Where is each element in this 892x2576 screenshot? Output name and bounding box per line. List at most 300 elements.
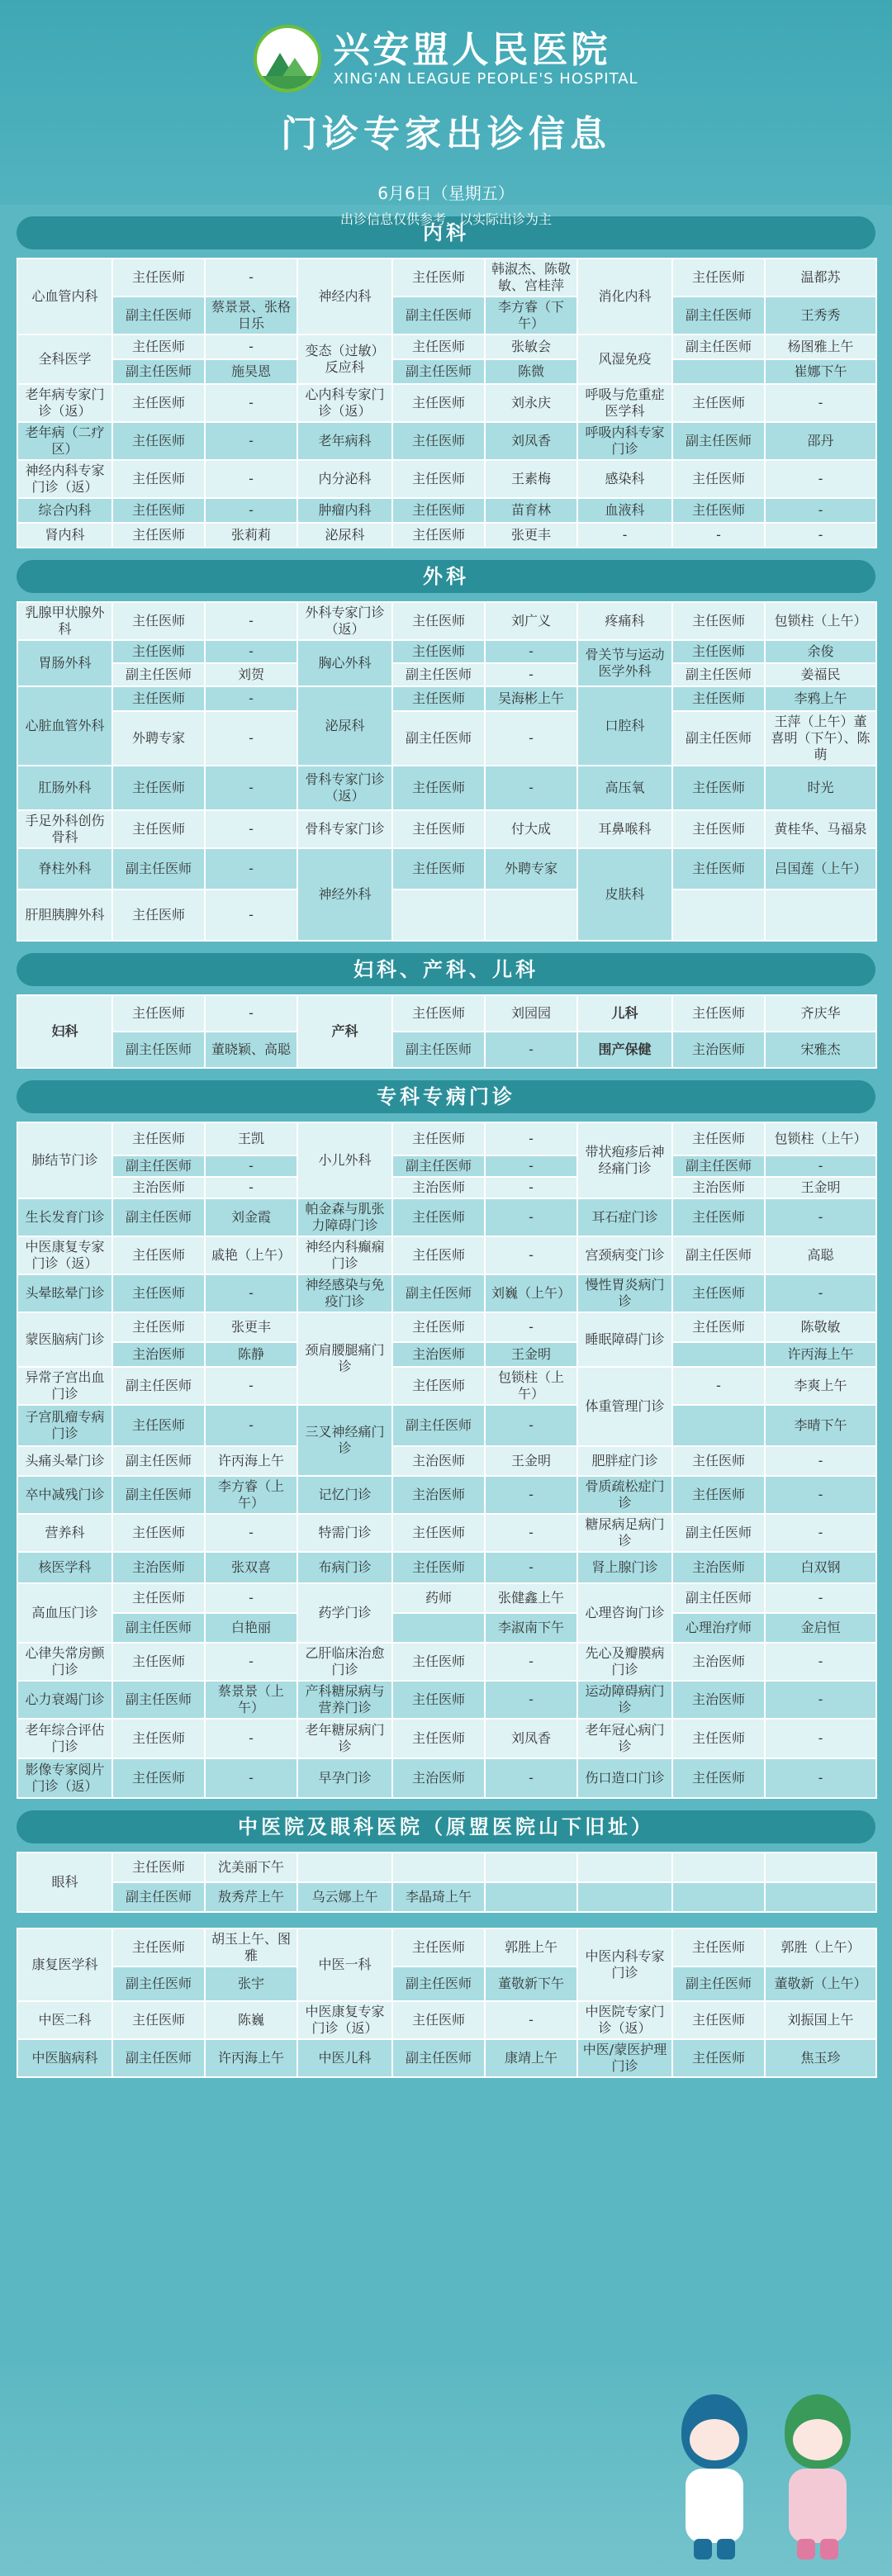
table-row [17,259,876,297]
title-cell: - [672,523,765,548]
table-row [17,1274,876,1312]
title-cell: 副主任医师 [672,297,765,334]
doctor-cell: 包锁柱（上午） [485,1367,577,1405]
title-cell: 主任医师 [392,995,485,1032]
title-cell: 副主任医师 [112,1198,205,1236]
doctor-cell: - [485,1312,577,1342]
doctor-cell: - [485,711,577,766]
title-cell: 副主任医师 [672,663,765,686]
department-cell: 中医康复专家门诊（返） [17,1236,112,1274]
title-cell: 主任医师 [392,1719,485,1758]
doctor-cell: - [205,384,297,422]
title-cell: 主任医师 [672,1446,765,1476]
title-cell: 副主任医师 [392,1405,485,1446]
doctor-cell: - [205,460,297,498]
doctor-cell: 吕国莲（上午） [765,848,876,890]
department-cell: 肺结节门诊 [17,1122,112,1198]
title-cell: 主任医师 [112,1312,205,1342]
title-cell: 主任医师 [392,1514,485,1552]
title-cell: 主任医师 [112,890,205,941]
title-cell: 主任医师 [392,1643,485,1681]
doctor-cell: 姜福民 [765,663,876,686]
doctor-cell: - [765,498,876,523]
department-cell [297,1853,392,1882]
department-cell: 心律失常房颤门诊 [17,1643,112,1681]
department-cell: 神经内科癫痫门诊 [297,1236,392,1274]
title-cell: 副主任医师 [392,1032,485,1068]
title-cell: 主任医师 [672,498,765,523]
mascot-doctor-image [669,2394,760,2559]
table-row [17,1966,876,2001]
department-cell: 心内科专家门诊（返） [297,384,392,422]
department-cell: 耳鼻喉科 [577,810,672,848]
title-cell: 副主任医师 [392,1966,485,2001]
title-cell [672,1853,765,1882]
title-cell: 主任医师 [112,422,205,460]
section-zhongyi [17,1810,875,2078]
doctor-cell: 李方睿（下午） [485,297,577,334]
department-cell: 早孕门诊 [297,1758,392,1798]
zhongyi-table [17,1928,877,2078]
department-cell: 中医/蒙医护理门诊 [577,2039,672,2077]
table-row [17,1312,876,1342]
department-cell: 乌云娜上午 [297,1882,392,1912]
neike-table [17,258,877,548]
doctor-cell: 焦玉珍 [765,2039,876,2077]
table-row [17,1155,876,1177]
title-cell: 主任医师 [672,766,765,810]
title-cell: 主任医师 [672,1198,765,1236]
title-cell: 主任医师 [672,1274,765,1312]
doctor-cell: - [485,1405,577,1446]
doctor-cell: 金启恒 [765,1613,876,1643]
title-cell: 副主任医师 [112,663,205,686]
department-cell: 心理咨询门诊 [577,1583,672,1643]
title-cell: 副主任医师 [112,297,205,334]
table-row [17,711,876,766]
department-cell: 疼痛科 [577,602,672,640]
department-cell: 外科专家门诊（返） [297,602,392,640]
department-cell: 中医二科 [17,2001,112,2039]
department-cell [577,1853,672,1882]
title-cell: 主任医师 [392,384,485,422]
department-cell: 血液科 [577,498,672,523]
waike-table [17,601,877,942]
title-cell: 主治医师 [672,1177,765,1198]
table-row [17,1758,876,1798]
title-cell: 主任医师 [392,1681,485,1719]
doctor-cell: - [205,890,297,941]
department-cell: 肾上腺门诊 [577,1552,672,1583]
doctor-cell: 戚艳（上午） [205,1236,297,1274]
table-row [17,2039,876,2077]
doctor-cell: - [765,1758,876,1798]
title-cell: 副主任医师 [112,359,205,384]
table-row [17,1719,876,1758]
title-cell: 主任医师 [392,460,485,498]
doctor-cell: - [205,848,297,890]
doctor-cell: 温都苏 [765,259,876,297]
title-cell: 副主任医师 [392,663,485,686]
title-cell: 主任医师 [672,602,765,640]
doctor-cell: 刘广义 [485,602,577,640]
department-cell: 儿科 [577,995,672,1032]
section-title-fuer: 妇科、产科、儿科 [17,953,875,986]
department-cell: 老年病（二疗区） [17,422,112,460]
doctor-cell: 施昊恩 [205,359,297,384]
table-row [17,297,876,334]
title-cell: 主任医师 [112,810,205,848]
title-cell: 主任医师 [392,1928,485,1966]
title-cell: 副主任医师 [112,848,205,890]
doctor-cell: - [205,711,297,766]
title-cell: 主任医师 [112,523,205,548]
department-cell: 老年病科 [297,422,392,460]
title-cell: 主治医师 [392,1342,485,1367]
title-cell: 副主任医师 [392,2039,485,2077]
table-row [17,890,876,941]
title-cell [672,1342,765,1367]
doctor-cell: 王金明 [765,1177,876,1198]
department-cell: 神经外科 [297,848,392,941]
department-cell: 高血压门诊 [17,1583,112,1643]
title-cell: 主任医师 [672,995,765,1032]
doctor-cell: 刘振国上午 [765,2001,876,2039]
title-cell: 主任医师 [672,259,765,297]
hospital-name-en: XING'AN LEAGUE PEOPLE'S HOSPITAL [333,69,638,88]
doctor-cell: 王素梅 [485,460,577,498]
title-cell: 副主任医师 [392,711,485,766]
title-cell: 主任医师 [672,640,765,663]
doctor-cell: 敖秀芹上午 [205,1882,297,1912]
doctor-cell: - [485,1236,577,1274]
department-cell: 乙肝临床治愈门诊 [297,1643,392,1681]
title-cell: 主任医师 [392,422,485,460]
doctor-cell: - [485,1122,577,1155]
title-cell: 副主任医师 [672,334,765,359]
doctor-cell: 张敏会 [485,334,577,359]
doctor-cell: - [765,523,876,548]
doctor-cell [765,1853,876,1882]
doctor-cell: 董敬新下午 [485,1966,577,2001]
doctor-cell: - [205,640,297,663]
department-cell: 产科糖尿病与营养门诊 [297,1681,392,1719]
title-cell: 副主任医师 [112,1476,205,1514]
doctor-cell: - [205,1583,297,1613]
doctor-cell: 刘凤香 [485,1719,577,1758]
department-cell: 变态（过敏）反应科 [297,334,392,384]
title-cell [392,1613,485,1643]
title-cell: 主任医师 [112,1719,205,1758]
table-row [17,1583,876,1613]
department-cell: 肾内科 [17,523,112,548]
title-cell: 主任医师 [112,1514,205,1552]
doctor-cell: - [485,1552,577,1583]
table-row [17,1342,876,1367]
doctor-cell: 张双喜 [205,1552,297,1583]
title-cell: 副主任医师 [112,1681,205,1719]
doctor-cell: 刘金霞 [205,1198,297,1236]
department-cell: 中医内科专家门诊 [577,1928,672,2001]
department-cell: 蒙医脑病门诊 [17,1312,112,1367]
table-row [17,1552,876,1583]
doctor-cell: 蔡景景（上午） [205,1681,297,1719]
doctor-cell: 郭胜（上午） [765,1928,876,1966]
title-cell: 主任医师 [672,384,765,422]
title-cell: 主治医师 [112,1342,205,1367]
doctor-cell: - [485,640,577,663]
title-cell: 主任医师 [112,334,205,359]
doctor-cell: 刘园园 [485,995,577,1032]
doctor-cell: 张更丰 [485,523,577,548]
doctor-cell: - [485,1681,577,1719]
department-cell: 康复医学科 [17,1928,112,2001]
doctor-cell: - [485,1198,577,1236]
department-cell: 泌尿科 [297,523,392,548]
department-cell: 骨质疏松症门诊 [577,1476,672,1514]
doctor-cell: 王凯 [205,1122,297,1155]
title-cell: 副主任医师 [672,422,765,460]
doctor-cell: 许丙海上午 [205,2039,297,2077]
title-cell: 主任医师 [672,2039,765,2077]
department-cell: 老年糖尿病门诊 [297,1719,392,1758]
department-cell: 呼吸与危重症医学科 [577,384,672,422]
title-cell: 主任医师 [392,523,485,548]
title-cell: 主任医师 [672,686,765,711]
table-row [17,1405,876,1446]
title-cell [392,1853,485,1882]
title-cell: 主治医师 [672,1552,765,1583]
doctor-cell: 陈静 [205,1342,297,1367]
title-cell: 主任医师 [112,498,205,523]
table-row [17,1236,876,1274]
title-cell: 药师 [392,1583,485,1613]
title-cell: 副主任医师 [112,1966,205,2001]
department-cell: 心力衰竭门诊 [17,1681,112,1719]
doctor-cell: - [485,2001,577,2039]
department-cell: 心血管内科 [17,259,112,334]
title-cell: 主任医师 [672,1476,765,1514]
department-cell: 糖尿病足病门诊 [577,1514,672,1552]
department-cell: 胸心外科 [297,640,392,686]
title-cell: 主任医师 [392,1312,485,1342]
doctor-cell: - [485,1514,577,1552]
department-cell: 综合内科 [17,498,112,523]
doctor-cell: 崔娜下午 [765,359,876,384]
department-cell: 中医院专家门诊（返） [577,2001,672,2039]
department-cell: 布病门诊 [297,1552,392,1583]
department-cell [577,1882,672,1912]
department-cell: 口腔科 [577,686,672,766]
department-cell: 神经内科专家门诊（返） [17,460,112,498]
title-cell: 副主任医师 [112,1155,205,1177]
page-title: 门诊专家出诊信息 [281,113,611,155]
doctor-cell: - [205,498,297,523]
title-cell: 主任医师 [672,1719,765,1758]
department-cell: 内分泌科 [297,460,392,498]
title-cell: 主治医师 [672,1643,765,1681]
department-cell: 肛肠外科 [17,766,112,810]
department-cell: 妇科 [17,995,112,1068]
doctor-cell: - [485,1476,577,1514]
table-row [17,334,876,359]
department-cell: 老年病专家门诊（返） [17,384,112,422]
zhuanke-table [17,1122,877,1799]
table-row [17,1032,876,1068]
table-row [17,422,876,460]
table-row [17,1446,876,1476]
title-cell [672,1405,765,1446]
department-cell: 睡眠障碍门诊 [577,1312,672,1367]
doctor-cell: 刘凤香 [485,422,577,460]
department-cell: 神经感染与免疫门诊 [297,1274,392,1312]
section-fuer [17,953,875,1069]
doctor-cell: - [205,1405,297,1446]
doctor-cell: - [205,334,297,359]
doctor-cell: 齐庆华 [765,995,876,1032]
doctor-cell: - [485,1758,577,1798]
doctor-cell: - [205,1274,297,1312]
section-title-zhongyi: 中医院及眼科医院（原盟医院山下旧址） [17,1810,875,1843]
department-cell: - [577,523,672,548]
department-cell: 耳石症门诊 [577,1198,672,1236]
department-cell: 皮肤科 [577,848,672,941]
doctor-cell: 刘贺 [205,663,297,686]
doctor-cell: - [485,1155,577,1177]
department-cell: 颈肩腰腿痛门诊 [297,1312,392,1405]
title-cell: 李晶琦上午 [392,1882,485,1912]
doctor-cell: 外聘专家 [485,848,577,890]
doctor-cell: - [765,1514,876,1552]
doctor-cell: 李晴下午 [765,1405,876,1446]
doctor-cell: - [765,1681,876,1719]
table-row [17,1882,876,1912]
table-row [17,498,876,523]
doctor-cell: 蔡景景、张格日乐 [205,297,297,334]
title-cell [672,359,765,384]
title-cell: 主任医师 [672,460,765,498]
table-row [17,1198,876,1236]
doctor-cell: 陈敬敏 [765,1312,876,1342]
doctor-cell [485,890,577,941]
title-cell: 主任医师 [672,848,765,890]
department-cell: 肝胆胰脾外科 [17,890,112,941]
title-cell: 主任医师 [392,498,485,523]
title-cell: 副主任医师 [112,1882,205,1912]
department-cell: 慢性胃炎病门诊 [577,1274,672,1312]
title-cell: 主任医师 [392,602,485,640]
department-cell: 老年冠心病门诊 [577,1719,672,1758]
title-cell: 主任医师 [392,1367,485,1405]
department-cell: 中医脑病科 [17,2039,112,2077]
doctor-cell: - [485,663,577,686]
doctor-cell [765,890,876,941]
logo-row [0,0,892,93]
doctor-cell: 李爽上午 [765,1367,876,1405]
title-cell: 主任医师 [112,1274,205,1312]
doctor-cell: 陈微 [485,359,577,384]
doctor-cell: - [205,422,297,460]
doctor-cell: - [765,1583,876,1613]
department-cell: 生长发育门诊 [17,1198,112,1236]
department-cell: 带状疱疹后神经痛门诊 [577,1122,672,1198]
doctor-cell: - [205,1758,297,1798]
table-row [17,766,876,810]
title-cell: 副主任医师 [112,1446,205,1476]
department-cell: 产科 [297,995,392,1068]
title-cell: 副主任医师 [112,1367,205,1405]
table-row [17,460,876,498]
department-cell: 药学门诊 [297,1583,392,1643]
department-cell: 中医康复专家门诊（返） [297,2001,392,2039]
doctor-cell: 黄桂华、马福泉 [765,810,876,848]
department-cell: 骨科专家门诊 [297,810,392,848]
table-row [17,1613,876,1643]
doctor-cell: 刘永庆 [485,384,577,422]
department-cell: 特需门诊 [297,1514,392,1552]
title-cell: 主治医师 [672,1032,765,1068]
department-cell: 核医学科 [17,1552,112,1583]
table-row [17,1643,876,1681]
table-row [17,1476,876,1514]
doctor-cell: 包锁柱（上午） [765,1122,876,1155]
doctor-cell: 付大成 [485,810,577,848]
hospital-name-cn: 兴安盟人民医院 [333,28,611,71]
title-cell: 主任医师 [112,1853,205,1882]
title-cell: 主任医师 [392,810,485,848]
title-cell: 主任医师 [112,602,205,640]
doctor-cell: - [485,1032,577,1068]
date-text: 6月6日（星期五） [377,183,515,203]
title-cell [392,890,485,941]
title-cell: 主任医师 [112,686,205,711]
department-cell: 帕金森与肌张力障碍门诊 [297,1198,392,1236]
department-cell: 呼吸内科专家门诊 [577,422,672,460]
department-cell: 肥胖症门诊 [577,1446,672,1476]
doctor-cell: - [765,1476,876,1514]
title-cell: 主任医师 [392,1236,485,1274]
doctor-cell: 余俊 [765,640,876,663]
department-cell: 影像专家阅片门诊（返） [17,1758,112,1798]
department-cell: 全科医学 [17,334,112,384]
title-cell: 副主任医师 [672,1514,765,1552]
yanke-table [17,1852,877,1913]
department-cell: 手足外科创伤骨科 [17,810,112,848]
title-cell: 副主任医师 [392,359,485,384]
table-row [17,359,876,384]
title-cell: 主任医师 [392,848,485,890]
department-cell: 高压氧 [577,766,672,810]
doctor-cell: 李淑南下午 [485,1613,577,1643]
title-cell: 主任医师 [392,334,485,359]
department-cell: 运动障碍病门诊 [577,1681,672,1719]
title-cell: 主任医师 [672,1312,765,1342]
department-cell: 乳腺甲状腺外科 [17,602,112,640]
doctor-cell: 胡玉上午、图雅 [205,1928,297,1966]
table-row [17,663,876,686]
title-cell: 主任医师 [392,640,485,663]
doctor-cell: 时光 [765,766,876,810]
title-cell: 副主任医师 [672,1236,765,1274]
doctor-cell: - [765,1198,876,1236]
title-cell: 主任医师 [112,1643,205,1681]
title-cell: 主任医师 [392,1552,485,1583]
department-cell: 肿瘤内科 [297,498,392,523]
department-cell: 体重管理门诊 [577,1367,672,1446]
doctor-cell: 白艳丽 [205,1613,297,1643]
department-cell: 记忆门诊 [297,1476,392,1514]
doctor-cell: - [205,686,297,711]
